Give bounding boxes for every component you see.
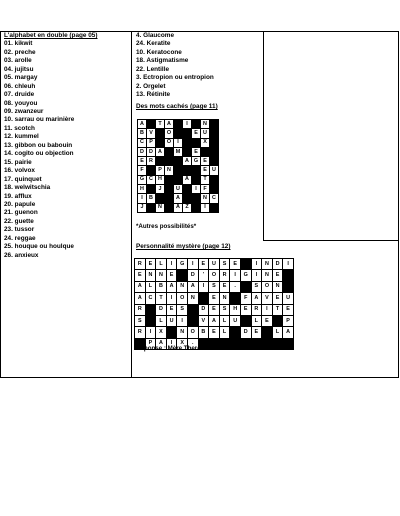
hidden-words-row (138, 157, 219, 166)
hidden-words-cell: H (138, 185, 147, 194)
mystery-cell: I (166, 338, 177, 349)
answer-item: 03. arolle (4, 57, 32, 65)
hidden-words-row (138, 194, 219, 203)
answer-item: 21. guenon (4, 209, 38, 217)
hidden-words-cell: J (156, 185, 165, 194)
mystery-cell: T (156, 293, 167, 304)
mystery-cell: B (198, 327, 209, 338)
hidden-words-black-cell (210, 157, 219, 166)
hidden-words-black-cell (165, 203, 174, 212)
mystery-cell: F (240, 293, 251, 304)
mystery-cell: S (177, 304, 188, 315)
hidden-words-black-cell (165, 157, 174, 166)
hidden-words-grid (137, 119, 219, 213)
mystery-cell: S (209, 281, 220, 292)
mystery-cell: E (283, 304, 294, 315)
mystery-cell: N (262, 270, 273, 281)
answer-item: 06. chleuh (4, 82, 36, 90)
hidden-words-cell: A (183, 175, 192, 184)
answer-item: 22. Lentille (136, 65, 170, 73)
answer-item: 14. cogito ou objection (4, 150, 74, 158)
hidden-words-cell: C (138, 138, 147, 147)
mystery-cell: P (283, 315, 294, 326)
hidden-words-cell: E (201, 157, 210, 166)
mystery-black-cell (240, 281, 251, 292)
mystery-cell: B (156, 281, 167, 292)
answer-item: 19. afflux (4, 192, 32, 200)
hidden-words-black-cell (210, 203, 219, 212)
mystery-black-cell (145, 315, 156, 326)
answer-item: 01. kikwit (4, 40, 33, 48)
mystery-cell: E (251, 327, 262, 338)
mystery-row (135, 315, 294, 326)
hidden-words-cell: R (147, 157, 156, 166)
hidden-words-black-cell (210, 129, 219, 138)
hidden-words-cell: H (156, 175, 165, 184)
hidden-words-black-cell (183, 138, 192, 147)
mystery-cell: G (177, 259, 188, 270)
mystery-row (135, 270, 294, 281)
mystery-cell: E (145, 259, 156, 270)
hidden-words-cell: A (165, 120, 174, 129)
hidden-words-black-cell (183, 147, 192, 156)
mystery-cell: I (177, 315, 188, 326)
hidden-words-cell: E (138, 157, 147, 166)
hidden-words-black-cell (174, 157, 183, 166)
mystery-cell: . (187, 338, 198, 349)
doubles-section (4, 32, 129, 260)
hidden-words-cell: C (210, 194, 219, 203)
hidden-words-title: Des mots cachés (page 11) (136, 103, 218, 110)
hidden-words-cell: A (174, 194, 183, 203)
mystery-cell: A (283, 327, 294, 338)
hidden-words-black-cell (210, 120, 219, 129)
hidden-words-row (138, 166, 219, 175)
mystery-cell: X (156, 327, 167, 338)
mystery-black-cell (166, 327, 177, 338)
hidden-words-row (138, 175, 219, 184)
hidden-words-black-cell (192, 138, 201, 147)
hidden-words-cell: C (147, 175, 156, 184)
mystery-cell: P (145, 338, 156, 349)
mystery-black-cell (272, 338, 283, 349)
hidden-words-black-cell (174, 175, 183, 184)
mystery-title: Personnalité mystère (page 12) (136, 243, 231, 250)
answer-item: 11. scotch (4, 124, 35, 132)
mystery-cell: X (177, 338, 188, 349)
mystery-row (135, 327, 294, 338)
mystery-cell: E (198, 259, 209, 270)
mystery-cell: E (272, 270, 283, 281)
mystery-cell: E (209, 304, 220, 315)
hidden-words-cell: F (138, 166, 147, 175)
mystery-grid (134, 258, 294, 350)
hidden-words-black-cell (192, 166, 201, 175)
mystery-cell: R (135, 259, 146, 270)
hidden-words-cell: I (174, 138, 183, 147)
hidden-words-cell: T (156, 120, 165, 129)
mystery-black-cell (198, 293, 209, 304)
hidden-words-cell: A (156, 147, 165, 156)
hidden-words-black-cell (147, 185, 156, 194)
hidden-words-cell: D (138, 147, 147, 156)
hidden-words-black-cell (210, 185, 219, 194)
mystery-cell: L (156, 315, 167, 326)
mystery-cell: N (156, 270, 167, 281)
column-divider-right (263, 31, 264, 240)
hidden-words-cell: N (156, 203, 165, 212)
answer-item: 18. welwitschia (4, 184, 51, 192)
mystery-cell: S (219, 259, 230, 270)
hidden-words-cell: F (201, 185, 210, 194)
mystery-cell: D (272, 259, 283, 270)
answer-item: 10. Keratocone (136, 48, 182, 56)
hidden-words-black-cell (174, 120, 183, 129)
row-divider (263, 240, 399, 241)
mystery-cell: O (209, 270, 220, 281)
mystery-cell: A (156, 338, 167, 349)
mystery-black-cell (240, 259, 251, 270)
mystery-cell: I (166, 293, 177, 304)
mystery-cell: I (262, 304, 273, 315)
mystery-cell: R (219, 270, 230, 281)
hidden-words-black-cell (183, 129, 192, 138)
hidden-words-cell: N (201, 120, 210, 129)
mystery-cell: S (251, 281, 262, 292)
mystery-black-cell (272, 315, 283, 326)
mystery-cell: A (209, 315, 220, 326)
hidden-words-cell: J (138, 203, 147, 212)
hidden-words-black-cell (192, 194, 201, 203)
hidden-words-black-cell (156, 194, 165, 203)
hidden-words-cell: M (174, 147, 183, 156)
mystery-cell: N (187, 293, 198, 304)
answer-item: 10. sarrau ou marinière (4, 116, 75, 124)
mystery-row (135, 304, 294, 315)
mystery-cell: N (219, 293, 230, 304)
mystery-cell: L (251, 315, 262, 326)
mystery-black-cell (187, 315, 198, 326)
mystery-cell: L (219, 315, 230, 326)
mystery-cell: ' (198, 270, 209, 281)
answer-item: 20. papule (4, 201, 36, 209)
mystery-cell: O (262, 281, 273, 292)
mystery-cell: V (262, 293, 273, 304)
mystery-cell: L (156, 259, 167, 270)
mystery-cell: E (166, 304, 177, 315)
mystery-cell: C (145, 293, 156, 304)
column-divider-left (131, 31, 132, 378)
answer-item: 12. kummel (4, 133, 39, 141)
mystery-cell: G (240, 270, 251, 281)
mystery-cell: N (145, 270, 156, 281)
hidden-words-black-cell (147, 120, 156, 129)
hidden-words-row (138, 120, 219, 129)
hidden-words-cell: I (183, 120, 192, 129)
hidden-words-black-cell (147, 166, 156, 175)
mystery-black-cell (283, 270, 294, 281)
mystery-cell: A (187, 281, 198, 292)
mystery-cell: S (219, 304, 230, 315)
answer-item: 17. quinquet (4, 175, 42, 183)
answer-item: 22. guette (4, 217, 34, 225)
mystery-cell: L (145, 281, 156, 292)
hidden-words-black-cell (192, 120, 201, 129)
mystery-cell: E (240, 304, 251, 315)
mystery-cell: E (135, 270, 146, 281)
hidden-words-cell: O (165, 138, 174, 147)
mystery-cell: E (166, 270, 177, 281)
hidden-words-black-cell (210, 175, 219, 184)
mystery-cell: A (135, 281, 146, 292)
mystery-row (135, 281, 294, 292)
mystery-cell: S (135, 315, 146, 326)
medical-section (136, 32, 262, 100)
mystery-cell: N (262, 259, 273, 270)
hidden-words-cell: V (147, 129, 156, 138)
mystery-cell: I (187, 259, 198, 270)
hidden-words-row (138, 185, 219, 194)
hidden-words-cell: P (147, 138, 156, 147)
hidden-words-cell: A (138, 120, 147, 129)
mystery-black-cell (251, 338, 262, 349)
hidden-words-row (138, 138, 219, 147)
hidden-words-cell: T (201, 175, 210, 184)
mystery-cell: I (145, 327, 156, 338)
mystery-cell: U (283, 293, 294, 304)
mystery-cell: E (262, 315, 273, 326)
hidden-words-cell: E (192, 129, 201, 138)
mystery-black-cell (283, 281, 294, 292)
mystery-cell: U (230, 315, 241, 326)
hidden-words-cell: B (138, 129, 147, 138)
mystery-cell: E (209, 327, 220, 338)
hidden-words-black-cell (192, 203, 201, 212)
mystery-cell: I (166, 259, 177, 270)
hidden-words-black-cell (156, 157, 165, 166)
mystery-cell: D (198, 304, 209, 315)
mystery-cell: D (240, 327, 251, 338)
mystery-black-cell (283, 338, 294, 349)
hidden-words-cell: N (165, 166, 174, 175)
mystery-cell: . (230, 281, 241, 292)
mystery-cell: E (272, 293, 283, 304)
hidden-words-black-cell (183, 185, 192, 194)
answer-item: 25. houque ou houlque (4, 243, 74, 251)
mystery-cell: R (135, 327, 146, 338)
mystery-cell: L (272, 327, 283, 338)
answer-item: 08. youyou (4, 99, 38, 107)
hidden-words-black-cell (165, 175, 174, 184)
hidden-words-cell: X (201, 138, 210, 147)
hidden-words-cell: D (147, 147, 156, 156)
answer-item: 26. anxieux (4, 251, 39, 259)
answer-item: 07. druide (4, 91, 35, 99)
mystery-cell: D (156, 304, 167, 315)
mystery-cell: T (272, 304, 283, 315)
mystery-cell: V (198, 315, 209, 326)
mystery-cell: O (187, 327, 198, 338)
answer-item: 02. preche (4, 48, 36, 56)
hidden-words-note: *Autres possibilités* (136, 223, 197, 230)
hidden-words-black-cell (156, 138, 165, 147)
mystery-cell: I (251, 259, 262, 270)
mystery-cell: R (135, 304, 146, 315)
doubles-list (4, 40, 129, 260)
hidden-words-cell: N (201, 194, 210, 203)
mystery-cell: R (251, 304, 262, 315)
hidden-words-cell: I (201, 203, 210, 212)
medical-list (136, 32, 262, 100)
mystery-black-cell (262, 338, 273, 349)
mystery-cell: O (177, 293, 188, 304)
answer-item: 16. volvox (4, 167, 35, 175)
mystery-black-cell (177, 270, 188, 281)
hidden-words-black-cell (201, 147, 210, 156)
answer-item: 04. jujitsu (4, 65, 34, 73)
hidden-words-black-cell (147, 203, 156, 212)
hidden-words-cell: U (174, 185, 183, 194)
mystery-cell: A (251, 293, 262, 304)
hidden-words-black-cell (165, 185, 174, 194)
mystery-cell: E (219, 281, 230, 292)
hidden-words-cell: U (210, 166, 219, 175)
hidden-words-black-cell (192, 175, 201, 184)
hidden-words-cell: A (174, 203, 183, 212)
hidden-words-row (138, 147, 219, 156)
hidden-words-cell: I (192, 185, 201, 194)
answer-item: 15. pairie (4, 158, 32, 166)
mystery-cell: A (135, 293, 146, 304)
answer-item: 13. gibbon ou babouin (4, 141, 73, 149)
mystery-cell: E (230, 259, 241, 270)
hidden-words-cell: P (156, 166, 165, 175)
mystery-black-cell (209, 338, 220, 349)
hidden-words-cell: G (192, 157, 201, 166)
mystery-row (135, 259, 294, 270)
mystery-cell: I (230, 270, 241, 281)
hidden-words-cell: U (201, 129, 210, 138)
hidden-words-black-cell (165, 147, 174, 156)
hidden-words-black-cell (165, 194, 174, 203)
hidden-words-cell: B (147, 194, 156, 203)
answer-item: 13. Rétinite (136, 91, 171, 99)
mystery-black-cell (240, 315, 251, 326)
mystery-black-cell (262, 327, 273, 338)
hidden-words-cell: Z (183, 203, 192, 212)
mystery-cell: D (187, 270, 198, 281)
hidden-words-black-cell (174, 129, 183, 138)
mystery-cell: L (219, 327, 230, 338)
hidden-words-black-cell (183, 166, 192, 175)
mystery-row (135, 293, 294, 304)
mystery-cell: A (166, 281, 177, 292)
hidden-words-cell: I (138, 194, 147, 203)
mystery-black-cell (230, 327, 241, 338)
answer-item: 05. margay (4, 74, 38, 82)
mystery-cell: N (177, 327, 188, 338)
mystery-black-cell (145, 304, 156, 315)
mystery-cell: U (209, 259, 220, 270)
doubles-title: L'alphabet en double (page 05) (4, 32, 98, 39)
hidden-words-black-cell (210, 147, 219, 156)
mystery-black-cell (230, 293, 241, 304)
mystery-cell: E (209, 293, 220, 304)
hidden-words-black-cell (210, 138, 219, 147)
mystery-black-cell (230, 338, 241, 349)
answer-item: 24. reggae (4, 234, 36, 242)
answer-item: 3. Ectropion ou entropion (136, 74, 214, 82)
mystery-cell: I (198, 281, 209, 292)
hidden-words-black-cell (174, 166, 183, 175)
hidden-words-cell: O (165, 129, 174, 138)
answer-item: 2. Orgelet (136, 82, 166, 90)
mystery-black-cell (187, 304, 198, 315)
hidden-words-black-cell (183, 194, 192, 203)
mystery-cell: N (272, 281, 283, 292)
answer-item: 18. Astigmatisme (136, 57, 189, 65)
mystery-black-cell (240, 338, 251, 349)
mystery-cell: I (283, 259, 294, 270)
mystery-cell: N (177, 281, 188, 292)
hidden-words-cell: E (192, 147, 201, 156)
answer-item: 4. Glaucome (136, 32, 175, 39)
answer-item: 24. Keratite (136, 40, 171, 48)
mystery-cell: U (166, 315, 177, 326)
mystery-answer: Réponse : Mère Theresa (136, 345, 208, 352)
mystery-cell: I (251, 270, 262, 281)
hidden-words-cell: E (201, 166, 210, 175)
hidden-words-row (138, 203, 219, 212)
mystery-cell: H (230, 304, 241, 315)
answer-item: 23. tussor (4, 226, 35, 234)
hidden-words-black-cell (156, 129, 165, 138)
hidden-words-cell: A (183, 157, 192, 166)
mystery-black-cell (219, 338, 230, 349)
hidden-words-row (138, 129, 219, 138)
hidden-words-cell: G (138, 175, 147, 184)
answer-item: 09. zwanzeur (4, 108, 44, 116)
